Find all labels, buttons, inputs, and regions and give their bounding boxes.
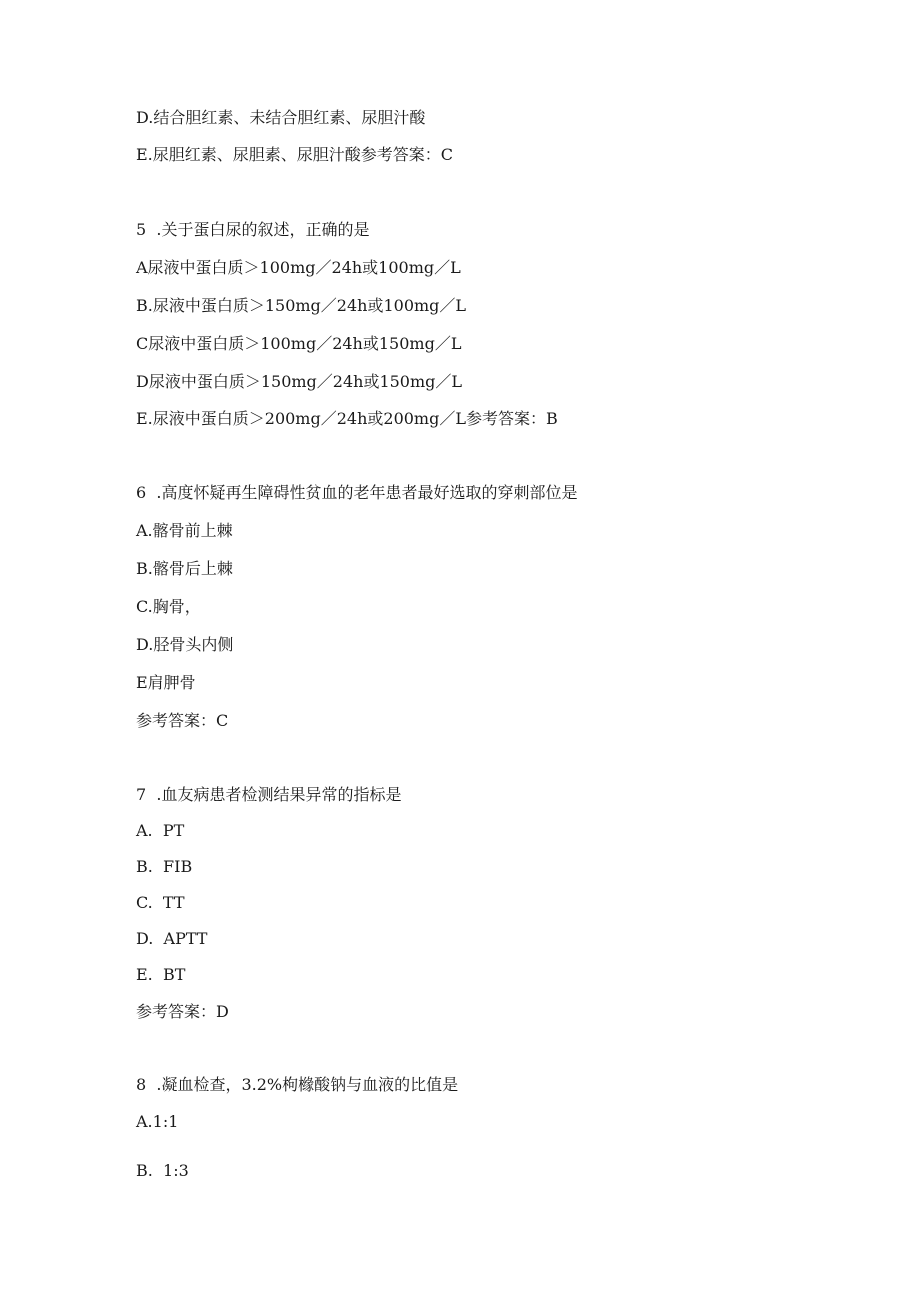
q6-answer: 参考答案：C <box>136 711 229 730</box>
q6-option-a: A.髂骨前上棘 <box>136 521 233 540</box>
q4-option-d: D.结合胆红素、未结合胆红素、尿胆汁酸 <box>136 108 426 127</box>
q4-option-e-answer: E.尿胆红素、尿胆素、尿胆汁酸参考答案：C <box>136 145 454 164</box>
q7-option-c: C. TT <box>136 893 185 912</box>
q5-option-e-answer: E.尿液中蛋白质＞200mg／24h或200mg／L参考答案：B <box>136 409 558 428</box>
q6-option-c: C.胸骨， <box>136 597 201 616</box>
q7-option-a: A. PT <box>136 821 185 840</box>
q5-option-d: D尿液中蛋白质＞150mg／24h或150mg／L <box>136 372 463 391</box>
q7-option-d: D. APTT <box>136 929 208 948</box>
q5-option-c: C尿液中蛋白质＞100mg／24h或150mg／L <box>136 334 462 353</box>
q7-option-e: E. BT <box>136 965 186 984</box>
q7-question: 7 .血友病患者检测结果异常的指标是 <box>136 785 402 804</box>
q5-option-b: B.尿液中蛋白质＞150mg／24h或100mg／L <box>136 296 467 315</box>
q5-question: 5 .关于蛋白尿的叙述，正确的是 <box>136 220 370 239</box>
q5-option-a: A尿液中蛋白质＞100mg／24h或100mg／L <box>136 258 461 277</box>
q8-option-b: B. 1:3 <box>136 1161 189 1180</box>
q8-option-a: A.1:1 <box>136 1112 179 1131</box>
q6-question: 6 .高度怀疑再生障碍性贫血的老年患者最好选取的穿刺部位是 <box>136 483 578 502</box>
q6-option-b: B.髂骨后上棘 <box>136 559 233 578</box>
q8-question: 8 .凝血检查，3.2%枸橼酸钠与血液的比值是 <box>136 1075 459 1094</box>
q7-answer: 参考答案：D <box>136 1002 229 1021</box>
q7-option-b: B. FIB <box>136 857 193 876</box>
q6-option-d: D.胫骨头内侧 <box>136 635 234 654</box>
q6-option-e: E肩胛骨 <box>136 673 196 692</box>
